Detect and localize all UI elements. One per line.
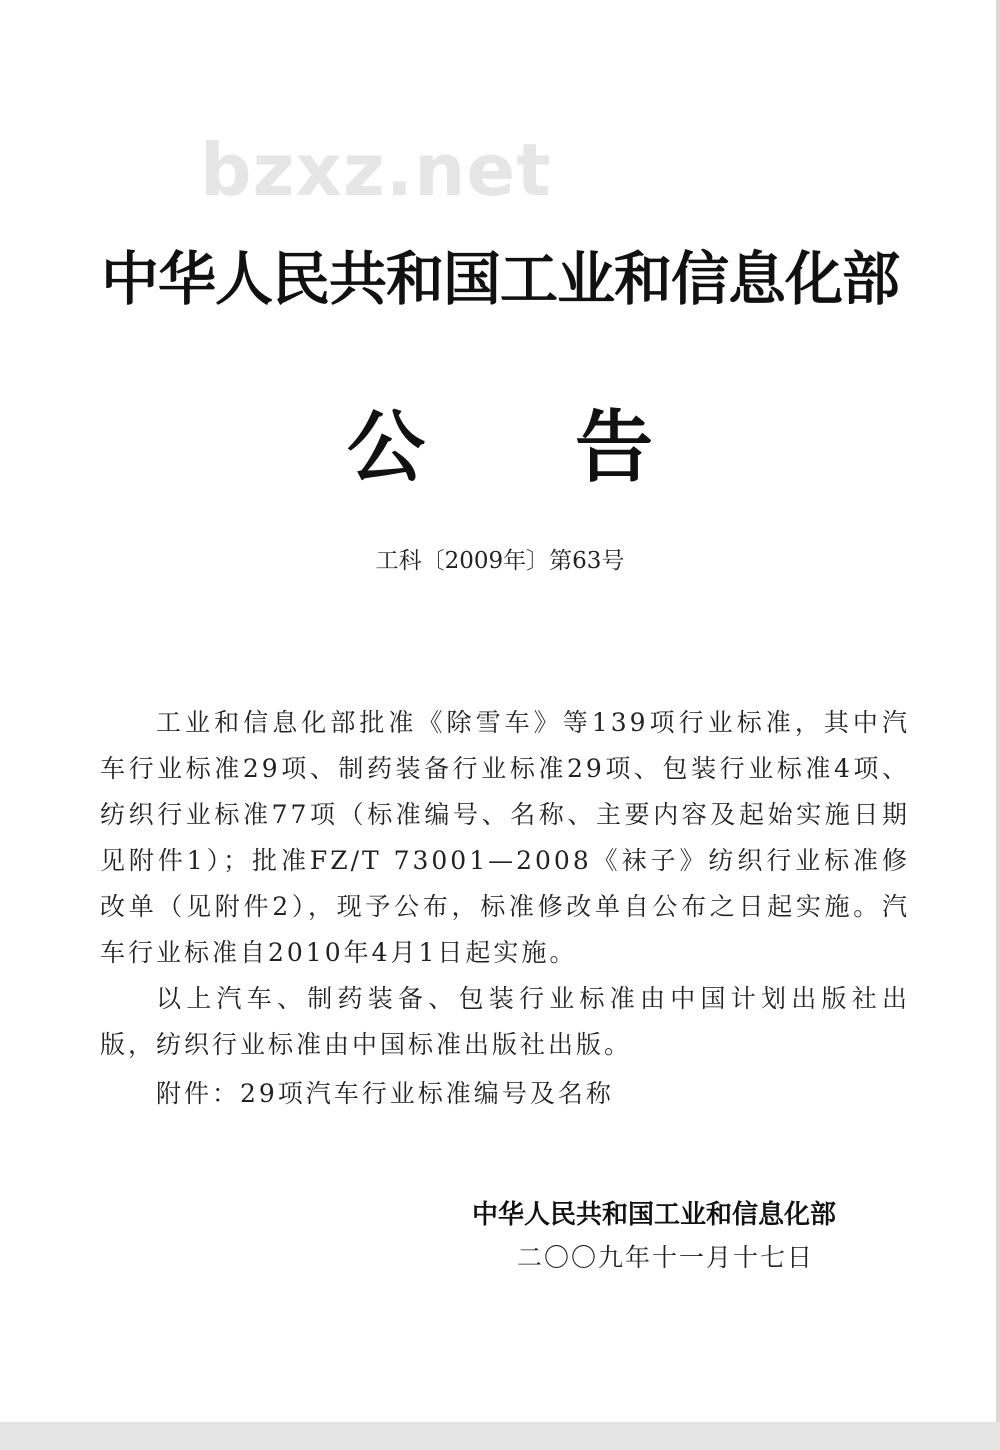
attachment-note: 附件：29项汽车行业标准编号及名称 — [156, 1079, 614, 1108]
announcement-body — [100, 700, 910, 1068]
signature-date: 二〇〇九年十一月十七日 — [517, 1243, 815, 1272]
signature-organization: 中华人民共和国工业和信息化部 — [472, 1200, 837, 1230]
watermark: bzxz.net — [200, 128, 552, 212]
page-bottom-strip — [0, 1422, 1000, 1450]
announcement-title: 公告 — [346, 402, 803, 493]
body-paragraph-2: 以上汽车、制药装备、包装行业标准由中国计划出版社出版，纺织行业标准由中国标准出版社出版。 — [100, 984, 910, 1059]
page-edge-shadow — [996, 0, 1000, 1422]
body-paragraph-1: 工业和信息化部批准《除雪车》等139项行业标准，其中汽车行业标准29项、制药装备行业标准29项、包装行业标准4项、纺织行业标准77项（标准编号、名称、主要内容及起始实施日期见附件1）；批准FZ/T 73001—2008《袜子》纺织行业标准修改单（见附件2），现予公布，标准修改单自公布之日起实施。汽车行业标准自2010年4月1日起实施。 — [100, 708, 910, 967]
document-number: 工科〔2009年〕第63号 — [375, 548, 625, 574]
ministry-title: 中华人民共和国工业和信息化部 — [100, 245, 899, 313]
